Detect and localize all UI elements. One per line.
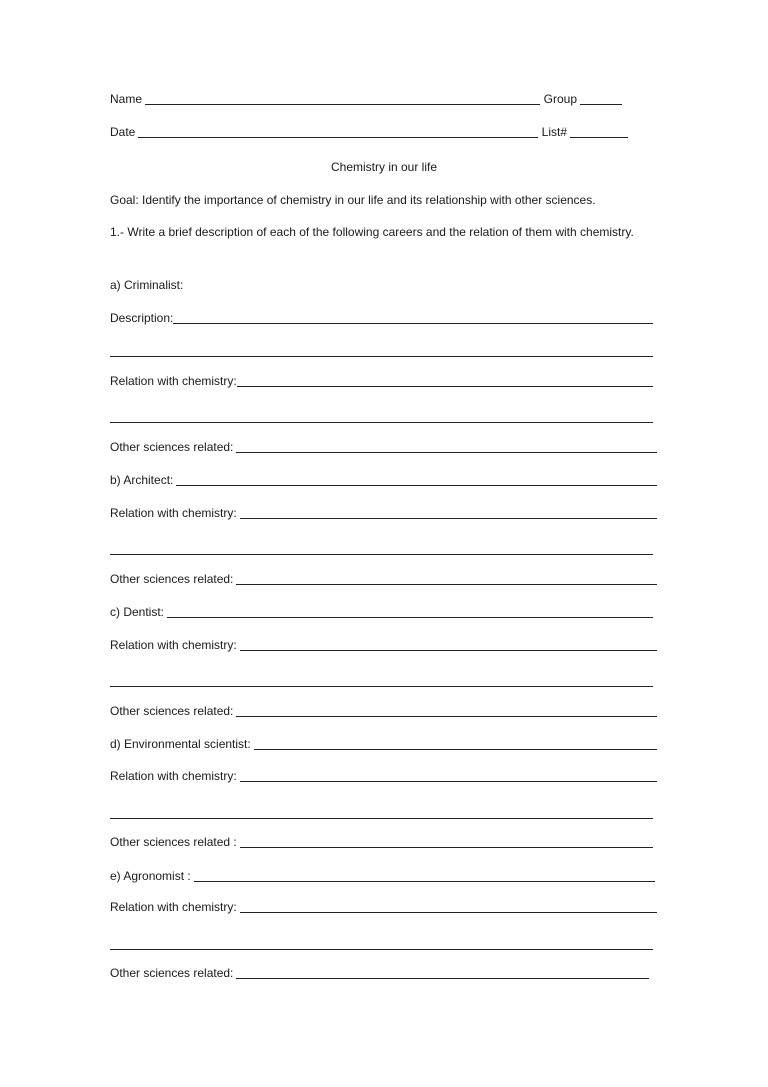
relation-label: Relation with chemistry: bbox=[110, 900, 237, 914]
date-label: Date bbox=[110, 125, 136, 139]
section-a-description-continuation bbox=[110, 344, 653, 359]
answer-line[interactable] bbox=[110, 344, 653, 357]
relation-field[interactable] bbox=[240, 769, 657, 782]
relation-field[interactable] bbox=[240, 900, 657, 913]
group-label: Group bbox=[543, 92, 577, 106]
section-e-heading-row bbox=[110, 869, 655, 884]
section-a-heading: a) Criminalist: bbox=[110, 278, 184, 292]
dentist-field[interactable] bbox=[167, 605, 653, 618]
section-d-relation-row bbox=[110, 769, 657, 784]
group-field[interactable] bbox=[580, 92, 622, 105]
instruction-text: 1.- Write a brief description of each of the following careers and the relation of them with chemistry. bbox=[110, 225, 634, 239]
other-sciences-field[interactable] bbox=[236, 704, 657, 717]
section-e-other-row bbox=[110, 966, 649, 981]
section-d-heading-row bbox=[110, 737, 657, 752]
section-e-relation-row bbox=[110, 900, 657, 915]
name-row bbox=[110, 92, 622, 107]
relation-field[interactable] bbox=[237, 374, 653, 387]
description-label: Description: bbox=[110, 311, 174, 325]
relation-field[interactable] bbox=[240, 638, 657, 651]
list-label: List# bbox=[541, 125, 567, 139]
section-a-description-row bbox=[110, 311, 653, 326]
answer-line[interactable] bbox=[110, 937, 653, 950]
name-label: Name bbox=[110, 92, 143, 106]
section-b-heading-row bbox=[110, 473, 657, 488]
section-b-relation-continuation bbox=[110, 542, 653, 557]
section-e-heading: e) Agronomist : bbox=[110, 869, 191, 883]
description-field[interactable] bbox=[173, 311, 653, 324]
relation-field[interactable] bbox=[240, 506, 657, 519]
section-d-relation-continuation bbox=[110, 806, 653, 821]
section-c-heading: c) Dentist: bbox=[110, 605, 165, 619]
other-sciences-field[interactable] bbox=[240, 835, 653, 848]
section-a-other-row bbox=[110, 440, 657, 455]
other-sciences-label: Other sciences related: bbox=[110, 572, 234, 586]
page-title: Chemistry in our life bbox=[330, 160, 438, 174]
section-b-heading: b) Architect: bbox=[110, 473, 174, 487]
section-e-relation-continuation bbox=[110, 937, 653, 952]
section-c-relation-continuation bbox=[110, 674, 653, 689]
relation-label: Relation with chemistry: bbox=[110, 638, 237, 652]
other-sciences-label: Other sciences related : bbox=[110, 835, 237, 849]
date-row bbox=[110, 125, 628, 140]
other-sciences-field[interactable] bbox=[236, 572, 657, 585]
date-field[interactable] bbox=[138, 125, 537, 138]
environmental-scientist-field[interactable] bbox=[254, 737, 657, 750]
relation-label: Relation with chemistry: bbox=[110, 769, 237, 783]
section-b-other-row bbox=[110, 572, 657, 587]
section-c-heading-row bbox=[110, 605, 653, 620]
other-sciences-label: Other sciences related: bbox=[110, 440, 234, 454]
answer-line[interactable] bbox=[110, 674, 653, 687]
answer-line[interactable] bbox=[110, 410, 653, 423]
answer-line[interactable] bbox=[110, 542, 653, 555]
relation-label: Relation with chemistry: bbox=[110, 506, 237, 520]
relation-label: Relation with chemistry: bbox=[110, 374, 237, 388]
section-c-other-row bbox=[110, 704, 657, 719]
other-sciences-label: Other sciences related: bbox=[110, 704, 234, 718]
goal-text: Goal: Identify the importance of chemistry in our life and its relationship with other sciences. bbox=[110, 193, 596, 207]
other-sciences-field[interactable] bbox=[236, 440, 657, 453]
name-field[interactable] bbox=[145, 92, 540, 105]
list-field[interactable] bbox=[570, 125, 628, 138]
answer-line[interactable] bbox=[110, 806, 653, 819]
architect-field[interactable] bbox=[176, 473, 657, 486]
section-d-other-row bbox=[110, 835, 653, 850]
section-d-heading: d) Environmental scientist: bbox=[110, 737, 251, 751]
section-a-relation-continuation bbox=[110, 410, 653, 425]
section-c-relation-row bbox=[110, 638, 657, 653]
agronomist-field[interactable] bbox=[194, 869, 655, 882]
section-a-relation-row bbox=[110, 374, 653, 389]
section-b-relation-row bbox=[110, 506, 657, 521]
other-sciences-label: Other sciences related: bbox=[110, 966, 234, 980]
other-sciences-field[interactable] bbox=[236, 966, 649, 979]
